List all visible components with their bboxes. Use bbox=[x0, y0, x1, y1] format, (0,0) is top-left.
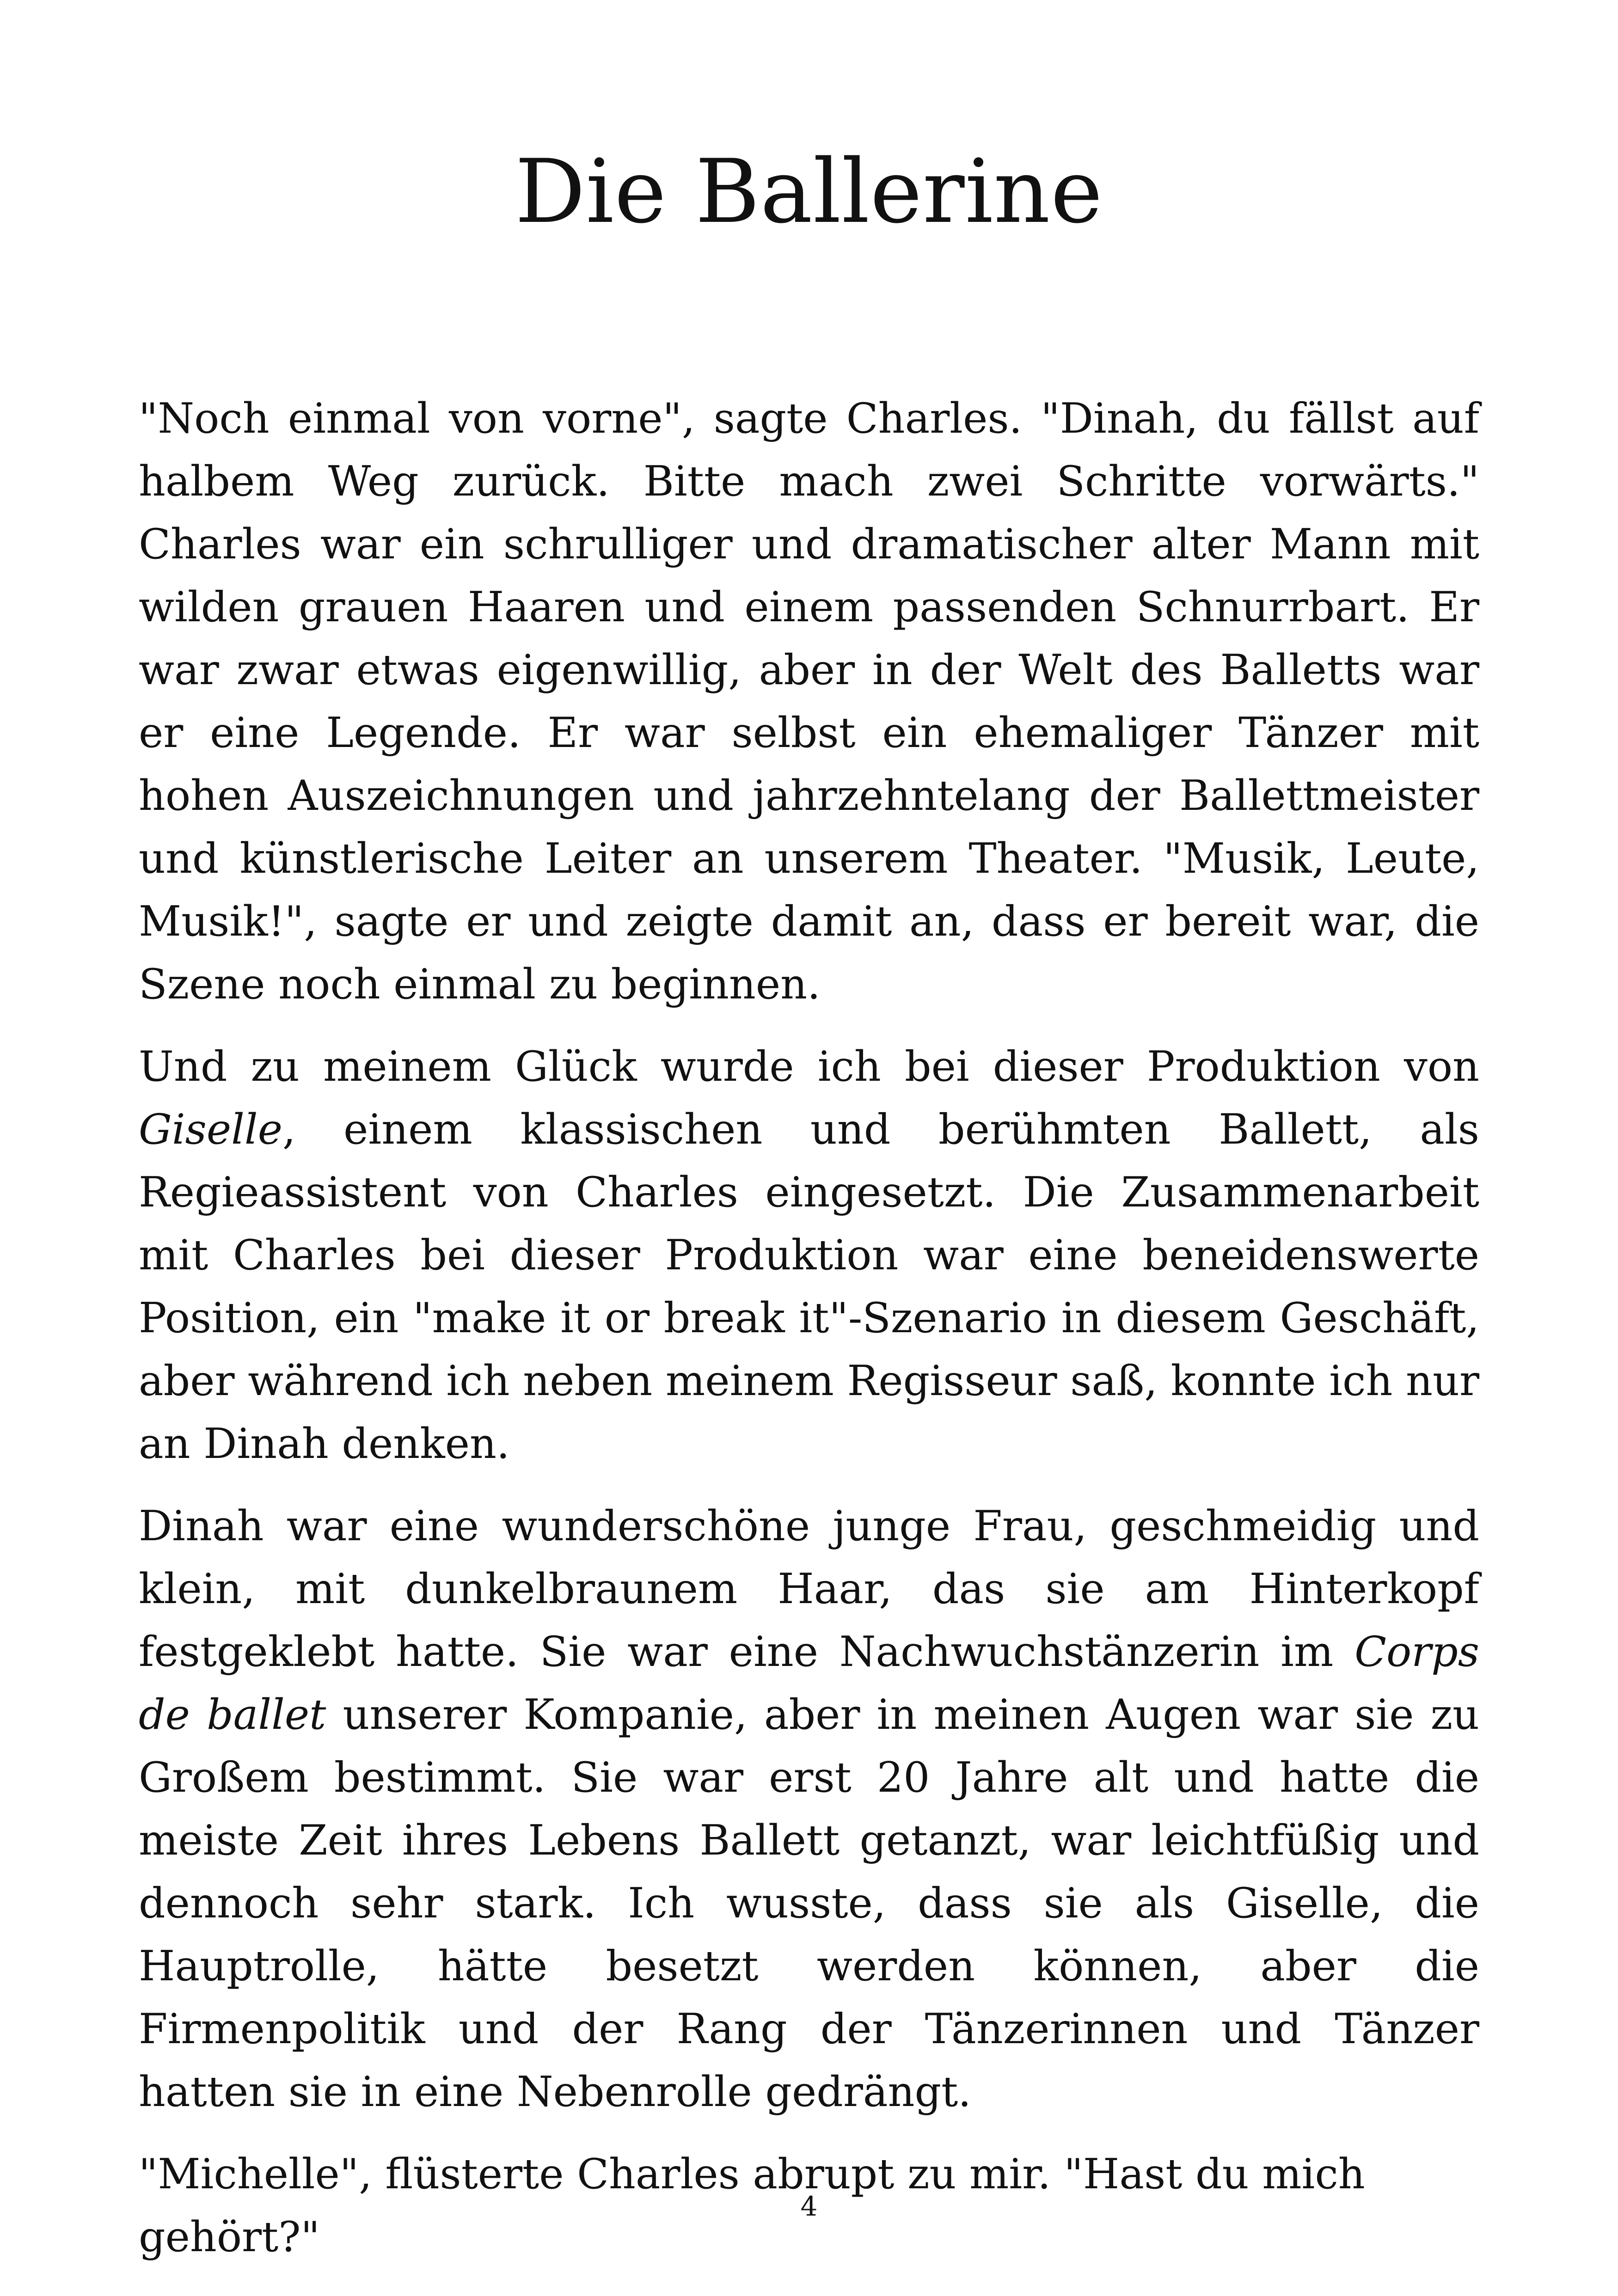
page-number: 4 bbox=[800, 2191, 818, 2222]
paragraph-4-text: "Michelle", flüsterte Charles abrupt zu mir. "Hast du mich gehört?" bbox=[139, 2150, 1365, 2261]
paragraph-3-text-start: Dinah war eine wunderschöne junge Frau, geschmeidig und klein, mit dunkelbraunem Haar, das sie am Hinterkopf festgeklebt hatte. Sie war eine Nachwuchstänzerin im bbox=[139, 1502, 1479, 1676]
paragraph-2-text-start: Und zu meinem Glück wurde ich bei dieser Produktion von bbox=[139, 1042, 1479, 1091]
paragraph-3-text-end: unserer Kompanie, aber in meinen Augen war sie zu Großem bestimmt. Sie war erst 20 Jahre alt und hatte die meiste Zeit ihres Lebens Ballett getanzt, war leichtfüßig und dennoch sehr stark. Ich wusste, dass sie als Giselle, die Hauptrolle, hätte besetzt werden können, aber die Firmenpolitik und der Rang der Tänzerinnen und Tänzer hatten sie in eine Nebenrolle gedrängt. bbox=[139, 1690, 1479, 2116]
paragraph-3 bbox=[139, 1495, 1479, 2124]
page-title: Die Ballerine bbox=[515, 141, 1103, 243]
paragraph-2 bbox=[139, 1035, 1479, 1476]
paragraph-1-text: "Noch einmal von vorne", sagte Charles. "Dinah, du fällst auf halbem Weg zurück. Bitte mach zwei Schritte vorwärts." Charles war ein schrulliger und dramatischer alter Mann mit wilden grauen Haaren und einem passenden Schnurrbart. Er war zwar etwas eigenwillig, aber in der Welt des Balletts war er eine Legende. Er war selbst ein ehemaliger Tänzer mit hohen Auszeichnungen und jahrzehntelang der Ballettmeister und künstlerische Leiter an unserem Theater. "Musik, Leute, Musik!", sagte er und zeigte damit an, dass er bereit war, die Szene noch einmal zu beginnen. bbox=[139, 394, 1479, 1009]
paragraph-1 bbox=[139, 387, 1479, 1016]
term-corps-de-ballet: Corps de ballet bbox=[139, 1628, 1479, 1739]
work-title-giselle: Giselle bbox=[139, 1105, 282, 1154]
body-text bbox=[139, 387, 1479, 2288]
paragraph-2-text-end: , einem klassischen und berühmten Ballett, als Regieassistent von Charles eingesetzt. Die Zusammenarbeit mit Charles bei dieser Produktion war eine beneidenswerte Position, ein "make it or break it"-Szenario in diesem Geschäft, aber während ich neben meinem Regisseur saß, konnte ich nur an Dinah denken. bbox=[139, 1105, 1479, 1468]
